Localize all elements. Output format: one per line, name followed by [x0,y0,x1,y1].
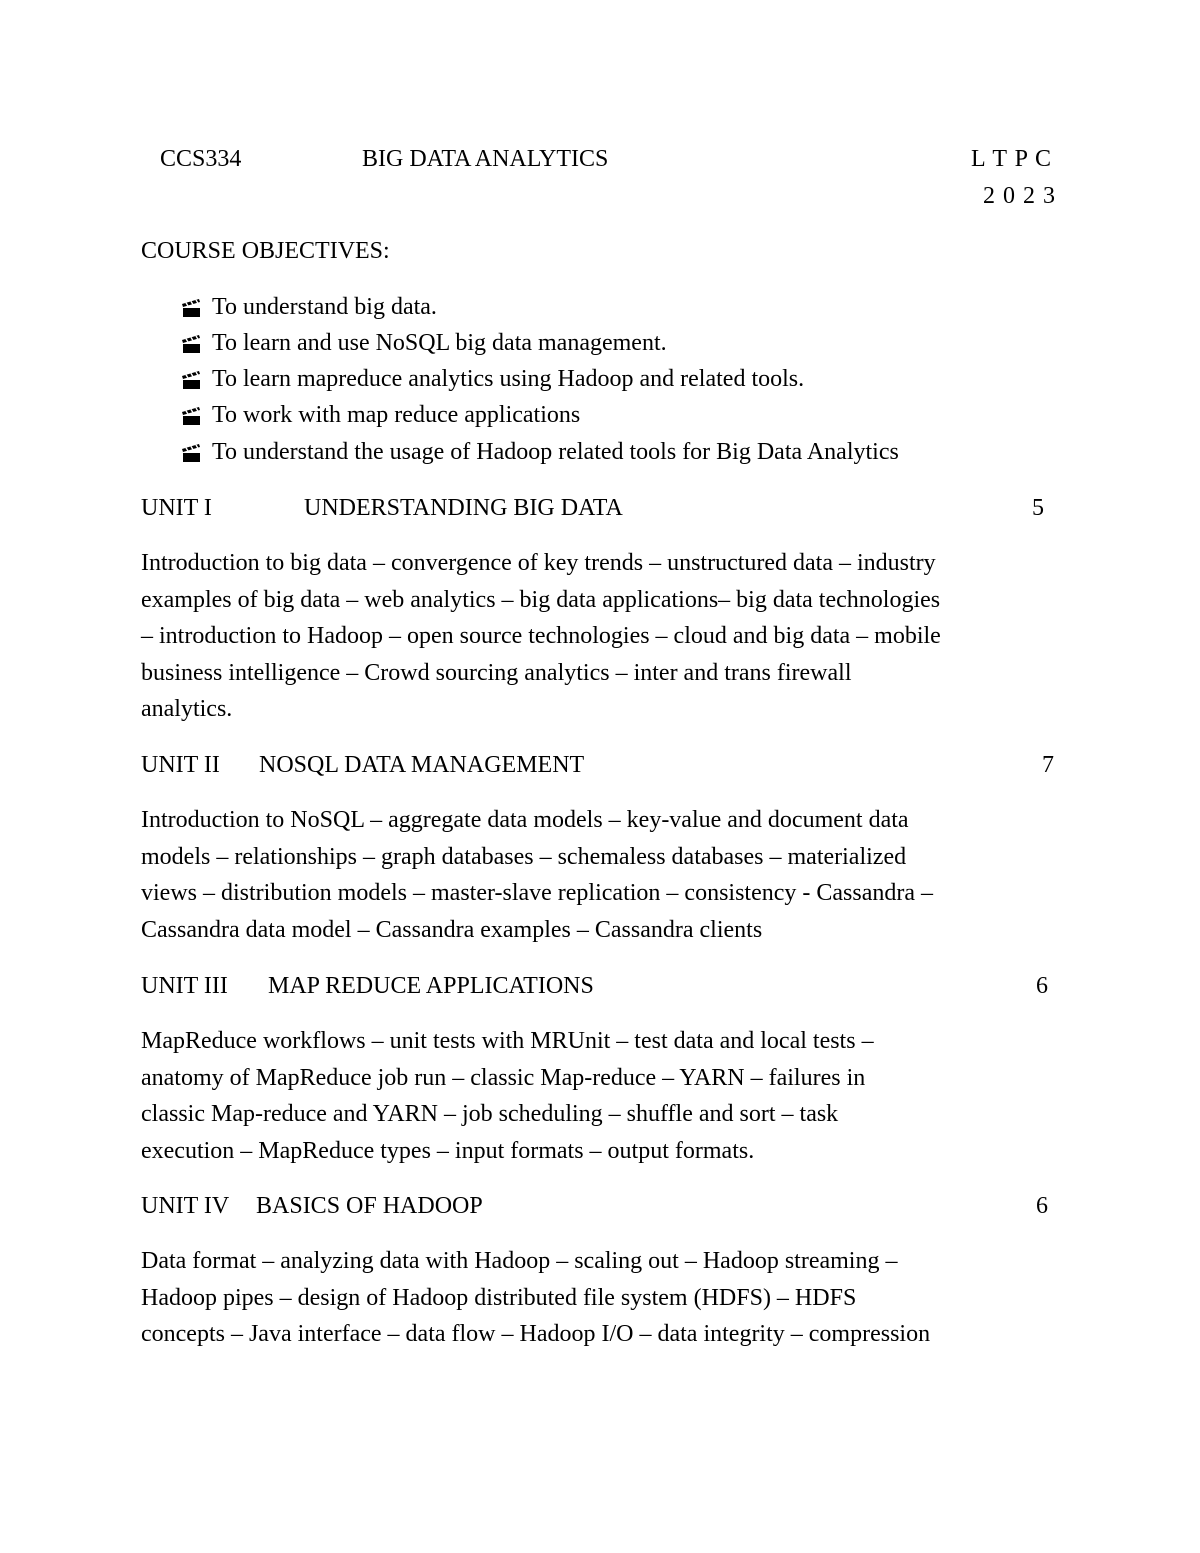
unit-description-line: – introduction to Hadoop – open source technologies – cloud and big data – mobile [141,623,941,649]
objective-text: To work with map reduce applications [212,402,581,428]
ltpc-values: 2 0 2 3 [983,183,1056,209]
unit-hours: 5 [1032,495,1044,521]
unit-title: NOSQL DATA MANAGEMENT [259,752,585,778]
unit-description [141,545,1071,728]
unit-label: UNIT I [141,495,212,521]
unit-description-line: execution – MapReduce types – input formats – output formats. [141,1137,755,1164]
unit-description [141,1023,1071,1169]
unit-description [141,1243,1071,1353]
unit-description-line: concepts – Java interface – data flow – Hadoop I/O – data integrity – compression [141,1321,931,1347]
objectives-heading: COURSE OBJECTIVES: [141,238,390,264]
unit-description-line: examples of big data – web analytics – big data applications– big data technologies [141,586,941,613]
unit-title: MAP REDUCE APPLICATIONS [268,973,594,999]
unit-description-line: MapReduce workflows – unit tests with MRUnit – test data and local tests – [141,1028,874,1054]
unit-description [141,802,1071,948]
clapperboard-bullet-icon [180,443,204,463]
objective-text: To learn and use NoSQL big data management. [212,330,667,356]
unit-description-line: classic Map-reduce and YARN – job scheduling – shuffle and sort – task [141,1101,839,1127]
unit-description-line: Introduction to NoSQL – aggregate data models – key-value and document data [141,807,909,833]
objective-text: To learn mapreduce analytics using Hadoop and related tools. [212,366,805,392]
unit-hours: 7 [1042,752,1054,778]
unit-description-line: views – distribution models – master-slave replication – consistency - Cassandra – [141,880,934,906]
course-title: BIG DATA ANALYTICS [362,146,609,172]
clapperboard-bullet-icon [180,334,204,354]
unit-description-line: Data format – analyzing data with Hadoop – scaling out – Hadoop streaming – [141,1248,898,1274]
clapperboard-bullet-icon [180,406,204,426]
unit-label: UNIT III [141,973,228,999]
unit-label: UNIT IV [141,1193,230,1219]
clapperboard-bullet-icon [180,298,204,318]
course-code: CCS334 [160,146,242,172]
unit-title: BASICS OF HADOOP [256,1193,483,1219]
unit-description-line: analytics. [141,696,233,722]
unit-description-line: Hadoop pipes – design of Hadoop distributed file system (HDFS) – HDFS [141,1284,857,1311]
objective-text: To understand the usage of Hadoop related tools for Big Data Analytics [212,439,899,465]
unit-description-line: Introduction to big data – convergence of key trends – unstructured data – industry [141,550,936,576]
unit-hours: 6 [1036,973,1048,999]
ltpc-label: L T P C [971,146,1053,172]
unit-hours: 6 [1036,1193,1048,1219]
unit-label: UNIT II [141,752,220,778]
unit-description-line: models – relationships – graph databases – schemaless databases – materialized [141,843,907,870]
unit-description-line: anatomy of MapReduce job run – classic Map-reduce – YARN – failures in [141,1064,866,1091]
clapperboard-bullet-icon [180,370,204,390]
unit-title: UNDERSTANDING BIG DATA [304,495,623,521]
objective-text: To understand big data. [212,294,437,320]
unit-description-line: business intelligence – Crowd sourcing analytics – inter and trans firewall [141,659,852,686]
unit-description-line: Cassandra data model – Cassandra examples – Cassandra clients [141,916,763,943]
